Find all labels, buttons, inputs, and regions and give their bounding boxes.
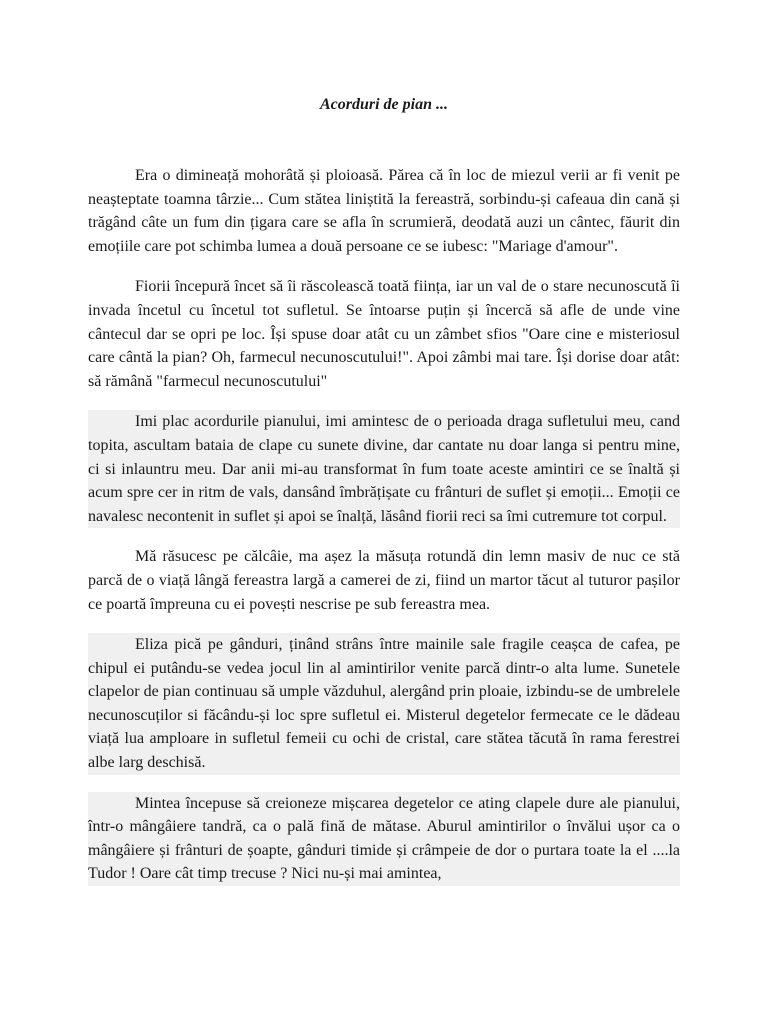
paragraph-1: Era o dimineață mohorâtă și ploioasă. Părea că în loc de miezul verii ar fi venit pe neașteptate toamna târzie... Cum stătea liniștită la fereastră, sorbindu-și cafeaua din cană și trăgând câte un fum din țigara care se afla în scrumieră, deodată auzi un cântec, făurit din emoțiile care pot schimba lumea a două persoane ce se iubesc: "Mariage d'amour". [88, 167, 680, 255]
document-title: Acorduri de pian ... [319, 96, 448, 113]
paragraph-2: Fiorii începură încet să îi răscolească toată ființa, iar un val de o stare necunoscută îi invada încetul cu încetul tot sufletul. Se întoarse puțin și încercă să afle de unde vine cântecul dar se opri pe loc. Își spuse doar atât cu un zâmbet sfios "Oare cine e misteriosul care cântă la pian? Oh, farmecul necunoscutului!". Apoi zâmbi mai tare. Își dorise doar atât: să rămână "farmecul necunoscutului" [88, 278, 680, 390]
paragraph-5: Eliza pică pe gânduri, ținând strâns între mainile sale fragile ceașca de cafea, pe chipul ei putându-se vedea jocul lin al amintirilor venite parcă dintr-o alta lume. Sunetele clapelor de pian continuau să umple văzduhul, alergând prin ploaie, izbindu-se de umbrelele necunoscuților si făcându-și loc spre sufletul ei. Misterul degetelor fermecate ce le dădeau viață lua amploare in sufletul femeii cu ochi de cristal, care stătea tăcută în rama ferestrei albe larg deschisă. [88, 633, 680, 775]
paragraph-3: Imi plac acordurile pianului, imi amintesc de o perioada draga sufletului meu, cand topita, ascultam bataia de clape cu sunete divine, dar cantate nu doar langa si pentru mine, ci si inlauntru meu. Dar anii mi-au transformat în fum toate aceste amintiri ce se înaltă și acum spre cer in ritm de vals, dansând îmbrățișate cu frânturi de suflet și emoții... Emoții ce navalesc necontenit in suflet și apoi se înalță, lăsând fiorii reci sa îmi cutremure tot corpul. [88, 410, 680, 528]
paragraph-4: Mă răsucesc pe călcâie, ma așez la măsuța rotundă din lemn masiv de nuc ce stă parcă de o viață lângă fereastra largă a camerei de zi, fiind un martor tăcut al tuturor pașilor ce poartă împreuna cu ei povești nescrise pe sub fereastra mea. [88, 548, 680, 613]
paragraph-6: Mintea începuse să creioneze mișcarea degetelor ce ating clapele dure ale pianului, într-o mângâiere tandră, ca o pală fină de mătase. Aburul amintirilor o învălui ușor ca o mângâiere și frânturi de șoapte, gânduri timide și crâmpeie de dor o purtara toate la el ....la Tudor ! Oare cât timp trecuse ? Nici nu-și mai amintea, [88, 792, 680, 886]
document-body [88, 164, 680, 903]
